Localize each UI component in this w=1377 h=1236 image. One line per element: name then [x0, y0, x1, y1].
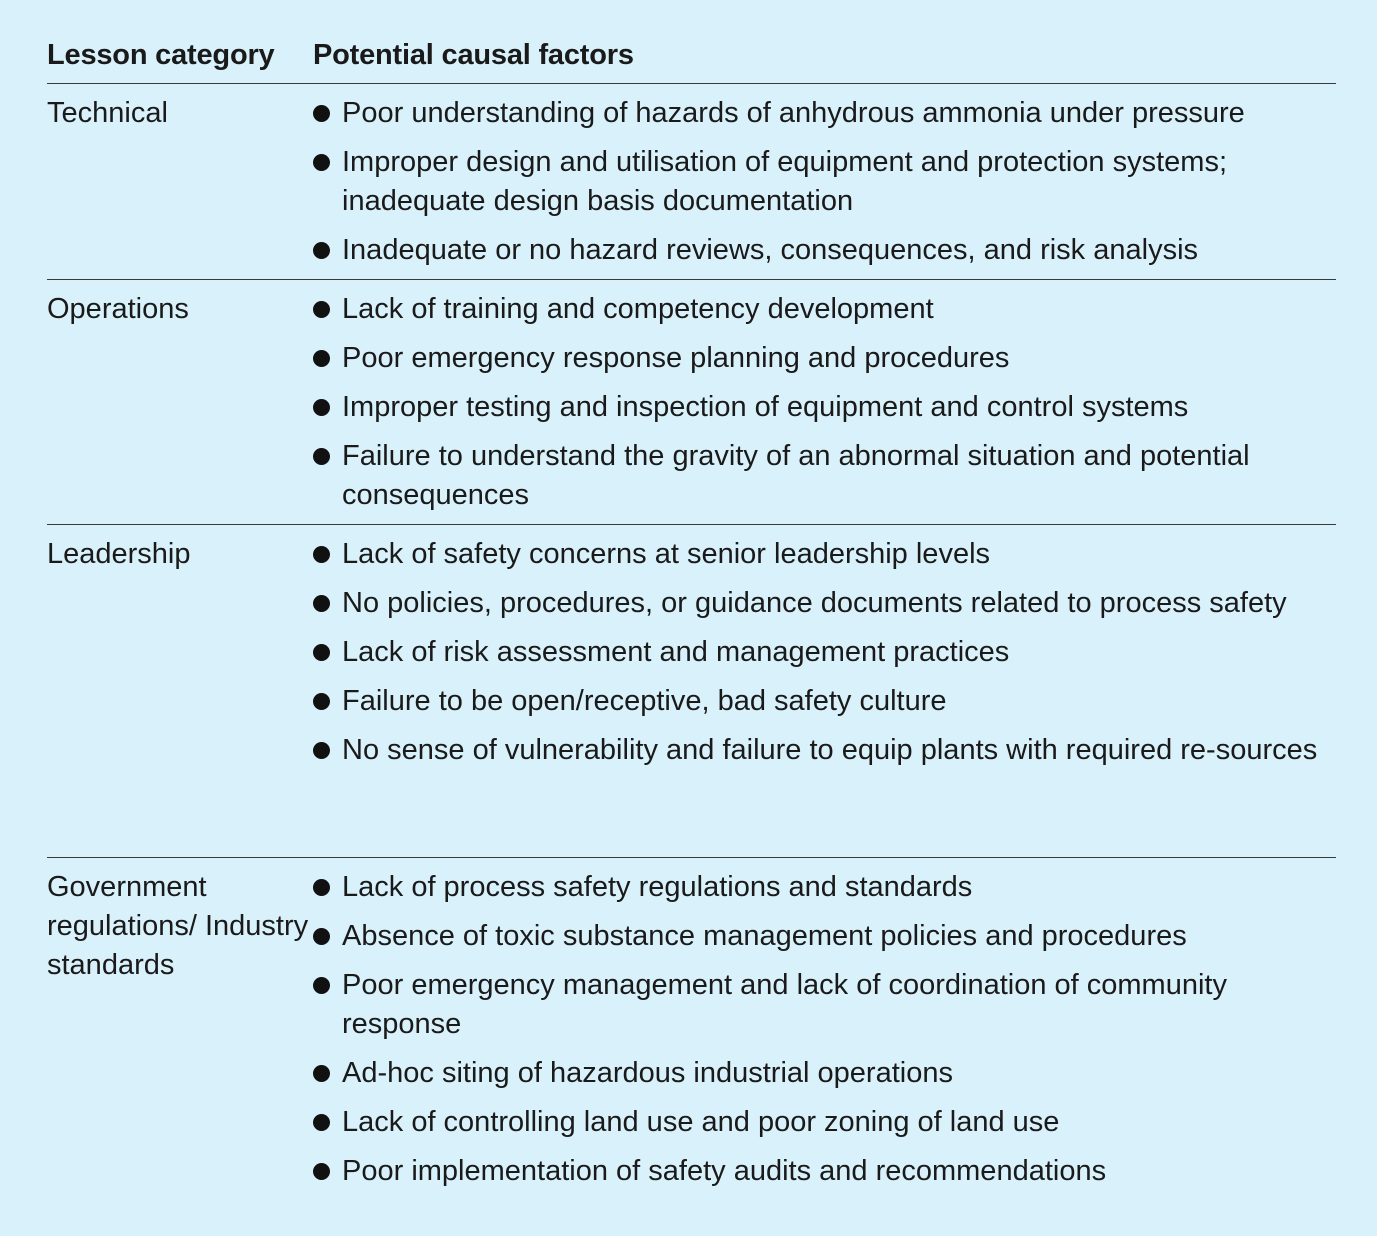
table-row	[47, 84, 1336, 280]
factor-text: No policies, procedures, or guidance documents related to process safety	[342, 587, 1287, 619]
list-item	[313, 682, 1336, 721]
bullet-icon	[313, 546, 330, 563]
list-item	[313, 584, 1336, 623]
table-header	[47, 0, 1336, 84]
factor-text: Poor emergency management and lack of coordination of community response	[342, 969, 1227, 1040]
bullet-icon	[313, 742, 330, 759]
list-item	[313, 339, 1336, 378]
factor-text: Lack of process safety regulations and standards	[342, 871, 973, 903]
bullet-icon	[313, 154, 330, 171]
bullet-icon	[313, 595, 330, 612]
factor-text: Lack of training and competency development	[342, 293, 934, 325]
bullet-icon	[313, 105, 330, 122]
list-item	[313, 731, 1336, 770]
category-operations: Operations	[47, 293, 189, 325]
factor-text: Poor implementation of safety audits and recommendations	[342, 1155, 1107, 1187]
factor-text: No sense of vulnerability and failure to equip plants with required re-sources	[342, 734, 1318, 766]
category-technical: Technical	[47, 97, 168, 129]
list-item	[313, 388, 1336, 427]
table-row	[47, 858, 1336, 1201]
category-government-regulations: Government regulations/ Industry standards	[47, 871, 309, 981]
factor-text: Improper testing and inspection of equipment and control systems	[342, 391, 1189, 423]
factor-text: Absence of toxic substance management policies and procedures	[342, 920, 1187, 952]
list-item	[313, 437, 1336, 515]
factor-text: Improper design and utilisation of equipment and protection systems; inadequate design basis documentation	[342, 146, 1227, 217]
list-item	[313, 94, 1336, 133]
list-item	[313, 1054, 1336, 1093]
category-leadership: Leadership	[47, 538, 191, 570]
list-item	[313, 231, 1336, 270]
list-item	[313, 868, 1336, 907]
factor-list	[313, 84, 1336, 279]
bullet-icon	[313, 1163, 330, 1180]
factor-text: Poor understanding of hazards of anhydrous ammonia under pressure	[342, 97, 1245, 129]
factor-text: Ad-hoc siting of hazardous industrial operations	[342, 1057, 953, 1089]
table-row	[47, 525, 1336, 858]
header-lesson-category: Lesson category	[47, 39, 275, 71]
list-item	[313, 1103, 1336, 1142]
bullet-icon	[313, 301, 330, 318]
factor-text: Lack of risk assessment and management practices	[342, 636, 1010, 668]
list-item	[313, 917, 1336, 956]
list-item	[313, 143, 1336, 221]
factor-text: Lack of controlling land use and poor zoning of land use	[342, 1106, 1060, 1138]
bullet-icon	[313, 350, 330, 367]
bullet-icon	[313, 448, 330, 465]
bullet-icon	[313, 693, 330, 710]
bullet-icon	[313, 242, 330, 259]
list-item	[313, 633, 1336, 672]
factor-list	[313, 525, 1336, 857]
factor-list	[313, 280, 1336, 524]
factor-text: Poor emergency response planning and procedures	[342, 342, 1010, 374]
factor-text: Failure to understand the gravity of an abnormal situation and potential consequences	[342, 440, 1250, 511]
bullet-icon	[313, 399, 330, 416]
list-item	[313, 290, 1336, 329]
bullet-icon	[313, 879, 330, 896]
bullet-icon	[313, 977, 330, 994]
bullet-icon	[313, 644, 330, 661]
list-item	[313, 1152, 1336, 1191]
factor-list	[313, 858, 1336, 1201]
factor-text: Lack of safety concerns at senior leadership levels	[342, 538, 991, 570]
list-item	[313, 535, 1336, 574]
header-potential-causal-factors: Potential causal factors	[313, 39, 634, 71]
table-row	[47, 280, 1336, 525]
factor-text: Failure to be open/receptive, bad safety culture	[342, 685, 947, 717]
factor-text: Inadequate or no hazard reviews, consequences, and risk analysis	[342, 234, 1199, 266]
bullet-icon	[313, 1065, 330, 1082]
list-item	[313, 966, 1336, 1044]
bullet-icon	[313, 928, 330, 945]
bullet-icon	[313, 1114, 330, 1131]
